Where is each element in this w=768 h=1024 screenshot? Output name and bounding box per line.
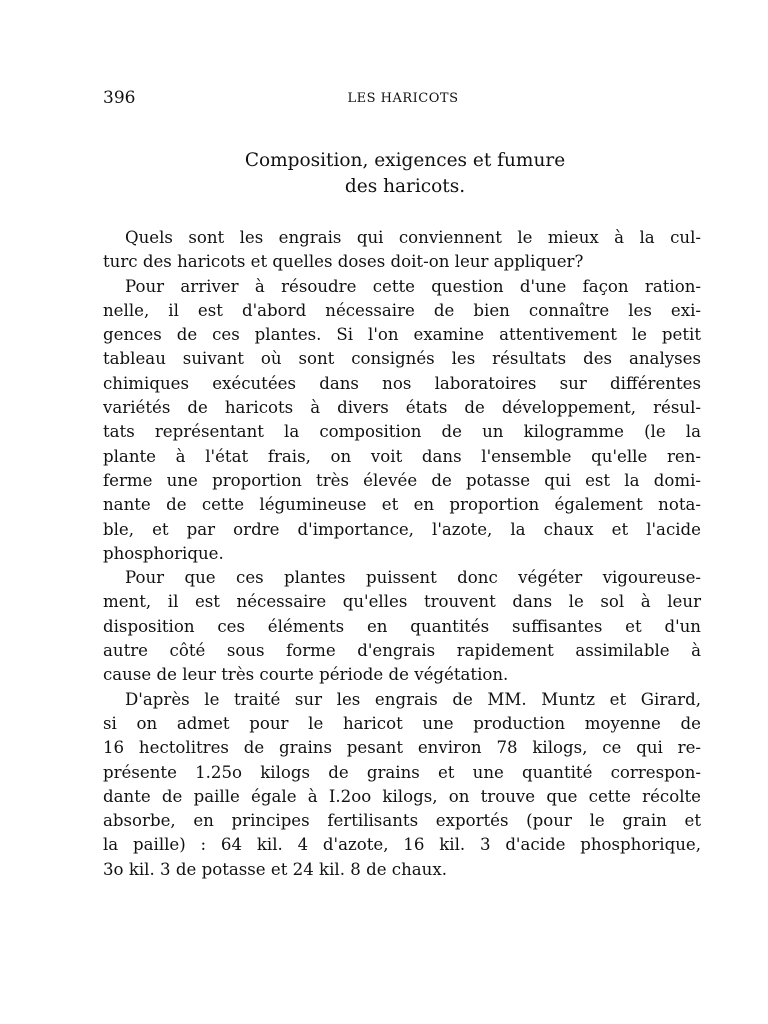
section-title (0, 148, 768, 200)
body-text (103, 226, 701, 882)
running-title: LES HARICOTS (347, 91, 459, 106)
text-line: tats représentant la composition de un kilogramme (le la (103, 422, 701, 442)
text-line: gences de ces plantes. Si l'on examine attentivement le petit (103, 325, 701, 345)
text-line: disposition ces éléments en quantités suffisantes et d'un (103, 616, 701, 636)
text-line: Quels sont les engrais qui conviennent le mieux à la cul- (125, 228, 701, 247)
text-line: si on admet pour le haricot une production moyenne de (103, 713, 701, 733)
text-line: la paille) : 64 kil. 4 d'azote, 16 kil. 3 d'acide phosphorique, (103, 835, 701, 855)
text-line: tableau suivant où sont consignés les résultats des analyses (103, 349, 701, 369)
text-line: D'après le traité sur les engrais de MM. Muntz et Girard, (125, 689, 701, 709)
text-line: présente 1.25o kilogs de grains et une quantité correspon- (103, 762, 701, 782)
text-line: dante de paille égale à I.2oo kilogs, on trouve que cette récolte (103, 786, 701, 806)
text-line: ferme une proportion très élevée de potasse qui est la domi- (103, 470, 701, 490)
text-line: autre côté sous forme d'engrais rapidement assimilable à (103, 641, 701, 661)
text-line: ble, et par ordre d'importance, l'azote, la chaux et l'acide (103, 519, 701, 539)
text-line: absorbe, en principes fertilisants exportés (pour le grain et (103, 811, 701, 831)
text-line: turc des haricots et quelles doses doit-on leur appliquer? (103, 252, 584, 272)
text-line: nelle, il est d'abord nécessaire de bien connaître les exi- (103, 300, 701, 320)
text-line: Pour arriver à résoudre cette question d'une façon ration- (125, 276, 701, 296)
section-title-line: des haricots. (344, 176, 466, 197)
text-line: variétés de haricots à divers états de développement, résul- (103, 398, 701, 418)
text-line: Pour que ces plantes puissent donc végéter vigoureuse- (125, 568, 701, 588)
section-title-line: Composition, exigences et fumure (244, 150, 566, 171)
text-line: ment, il est nécessaire qu'elles trouvent dans le sol à leur (103, 592, 701, 612)
text-line: 3o kil. 3 de potasse et 24 kil. 8 de chaux. (103, 859, 448, 879)
text-line: chimiques exécutées dans nos laboratoires sur différentes (103, 373, 701, 393)
text-line: plante à l'état frais, on voit dans l'ensemble qu'elle ren- (103, 446, 701, 466)
text-line: phosphorique. (103, 543, 224, 563)
text-line: 16 hectolitres de grains pesant environ 78 kilogs, ce qui re- (103, 738, 701, 758)
text-line: nante de cette légumineuse et en proportion également nota- (103, 495, 701, 515)
text-line: cause de leur très courte période de végétation. (103, 665, 509, 685)
page-number: 396 (103, 88, 136, 108)
